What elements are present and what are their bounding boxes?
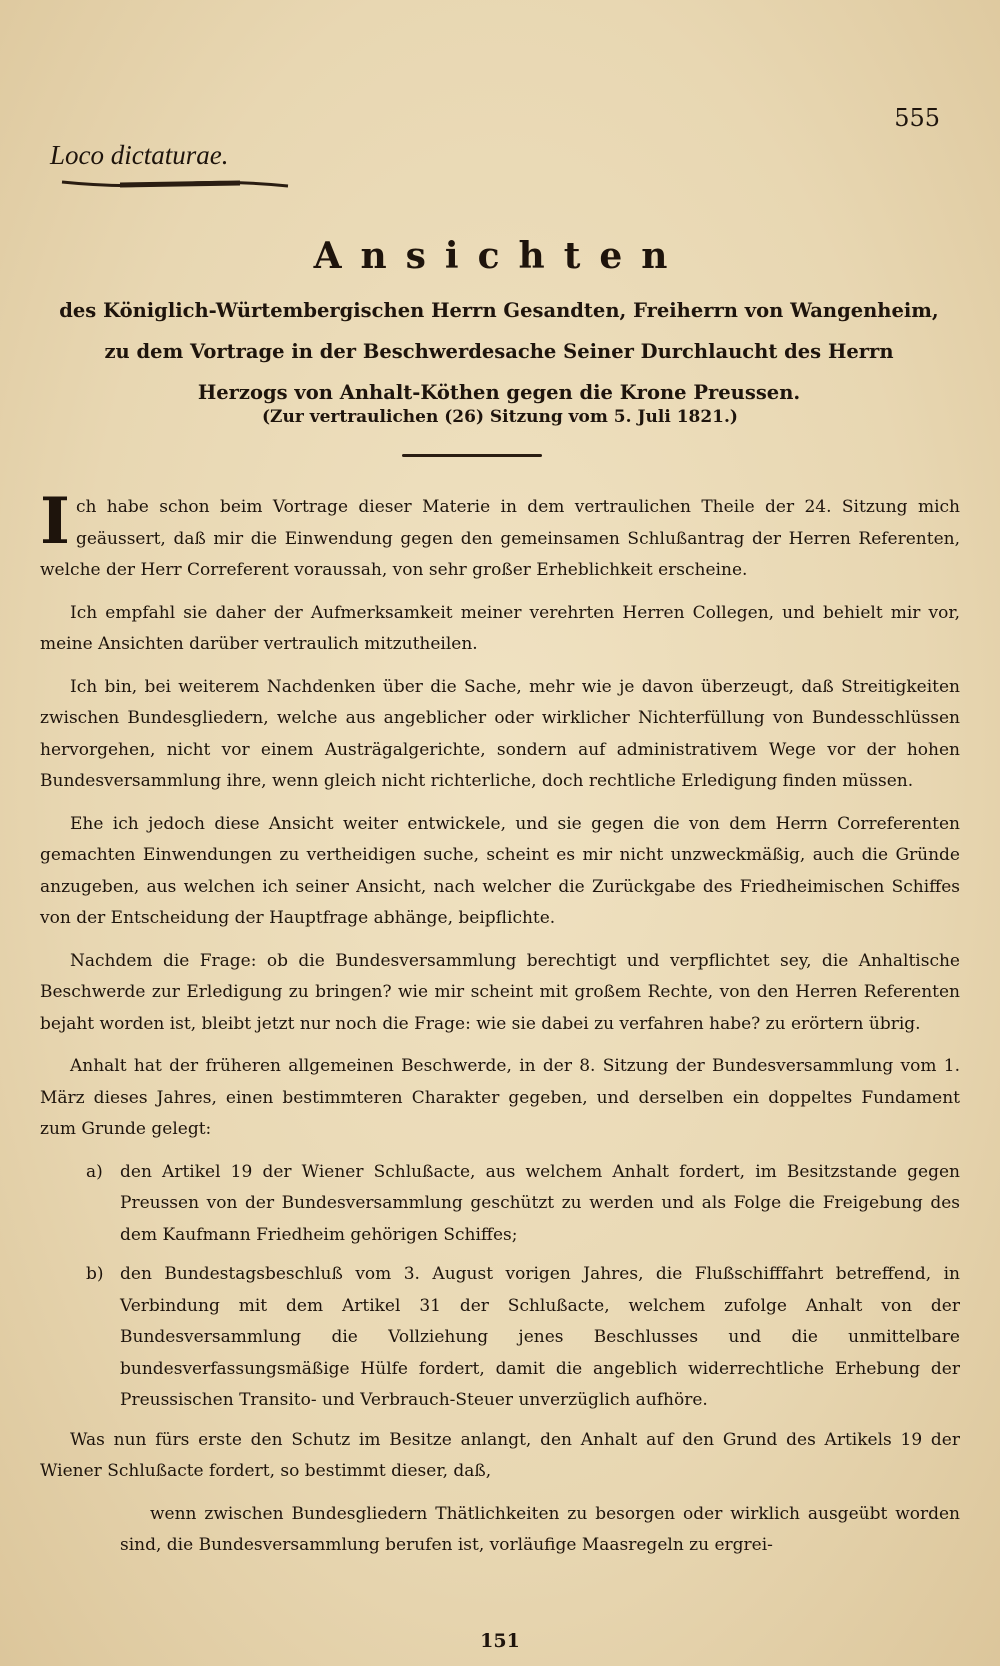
paragraph: Anhalt hat der früheren allgemeinen Beschwerde, in der 8. Sitzung der Bundesversammlung vom 1. März dieses Jahres, einen bestimmteren Charakter gegeben, und derselben ein doppeltes Fundament zum Grunde gelegt: xyxy=(40,1056,960,1139)
separator-rule xyxy=(402,454,542,457)
paragraph: Ich empfahl sie daher der Aufmerksamkeit meiner verehrten Herren Collegen, und behielt mir vor, meine Ansichten darüber vertraulich mitzutheilen. xyxy=(40,602,960,654)
subtitle-line: Herzogs von Anhalt-Köthen gegen die Krone Preussen. xyxy=(197,381,801,404)
list-item-a xyxy=(40,1157,960,1252)
ornamental-swash xyxy=(60,174,290,194)
marginal-note: Loco dictaturae. xyxy=(50,140,229,170)
paragraph: Ehe ich jedoch diese Ansicht weiter entwickele, und sie gegen die von dem Herrn Correferenten gemachten Einwendungen zu vertheidigen suche, scheint es mir nicht unzweckmäßig, auch die Gründe anzugeben, aus welchen ich seiner Ansicht, nach welcher die Zurückgabe des Friedheimischen Schiffes von der Entscheidung der Hauptfrage abhänge, beipflichte. xyxy=(40,813,960,928)
page-number: 555 xyxy=(894,104,940,132)
list-item-text: den Artikel 19 der Wiener Schlußacte, aus welchem Anhalt fordert, im Besitzstande gegen Preussen von der Bundesversammlung geschützt zu werden und als Folge die Freigebung des dem Kaufmann Friedheim gehörigen Schiffes; xyxy=(120,1161,960,1245)
list-marker: a) xyxy=(86,1161,103,1182)
signature-mark: 151 xyxy=(480,1630,520,1652)
paragraph xyxy=(40,484,960,587)
list-marker: b) xyxy=(86,1264,104,1284)
body-text xyxy=(40,484,960,1573)
document-title: Ansichten xyxy=(313,235,687,277)
session-note: (Zur vertraulichen (26) Sitzung vom 5. Juli 1821.) xyxy=(262,407,738,427)
subtitle-line: zu dem Vortrage in der Beschwerdesache Seiner Durchlaucht des Herrn xyxy=(104,340,894,363)
drop-cap: I xyxy=(40,484,70,559)
list-item-b xyxy=(40,1259,960,1417)
list-item-text: den Bundestagsbeschluß vom 3. August vorigen Jahres, die Flußschifffahrt betreffend, in Verbindung mit dem Artikel 31 der Schlußacte, welchem zufolge Anhalt von der Bundesversammlung die Vollziehung jenes Beschlusses und die unmittelbare bundesverfassungsmäßige Hülfe fordert, damit die angeblich widerrechtliche Erhebung der Preussischen Transito- und Verbrauch-Steuer unverzüglich aufhöre. xyxy=(120,1264,960,1410)
paragraph: Nachdem die Frage: ob die Bundesversammlung berechtigt und verpflichtet sey, die Anhaltische Beschwerde zur Erledigung zu bringen? wie mir scheint mit großem Rechte, von den Herren Referenten bejaht worden ist, bleibt jetzt nur noch die Frage: wie sie dabei zu verfahren habe? zu erörtern übrig. xyxy=(40,950,960,1034)
paragraph-text: ch habe schon beim Vortrage dieser Materie in dem vertraulichen Theile der 24. Sitzung mich geäussert, daß mir die Einwendung gegen den gemeinsamen Schlußantrag der Herren Referenten, welche der Herr Correferent voraussah, von sehr großer Erheblichkeit erscheine. xyxy=(40,497,960,580)
subtitle-line: des Königlich-Würtembergischen Herrn Gesandten, Freiherrn von Wangenheim, xyxy=(59,299,939,322)
paragraph: Ich bin, bei weiterem Nachdenken über die Sache, mehr wie je davon überzeugt, daß Streitigkeiten zwischen Bundesgliedern, welche aus angeblicher oder wirklicher Nichterfüllung von Bundesschlüssen hervorgehen, nicht vor einem Austrägalgerichte, sondern auf administrativem Wege vor der hohen Bundesversammlung ihre, wenn gleich nicht richterliche, doch rechtliche Erledigung finden müssen. xyxy=(40,676,960,791)
document-subtitle xyxy=(55,290,943,413)
quoted-article: wenn zwischen Bundesgliedern Thätlichkeiten zu besorgen oder wirklich ausgeübt worden sind, die Bundesversammlung berufen ist, vorläufige Maasregeln zu ergrei- xyxy=(120,1503,960,1555)
paragraph: Was nun fürs erste den Schutz im Besitze anlangt, den Anhalt auf den Grund des Artikels 19 der Wiener Schlußacte fordert, so bestimmt dieser, daß, xyxy=(40,1429,960,1481)
